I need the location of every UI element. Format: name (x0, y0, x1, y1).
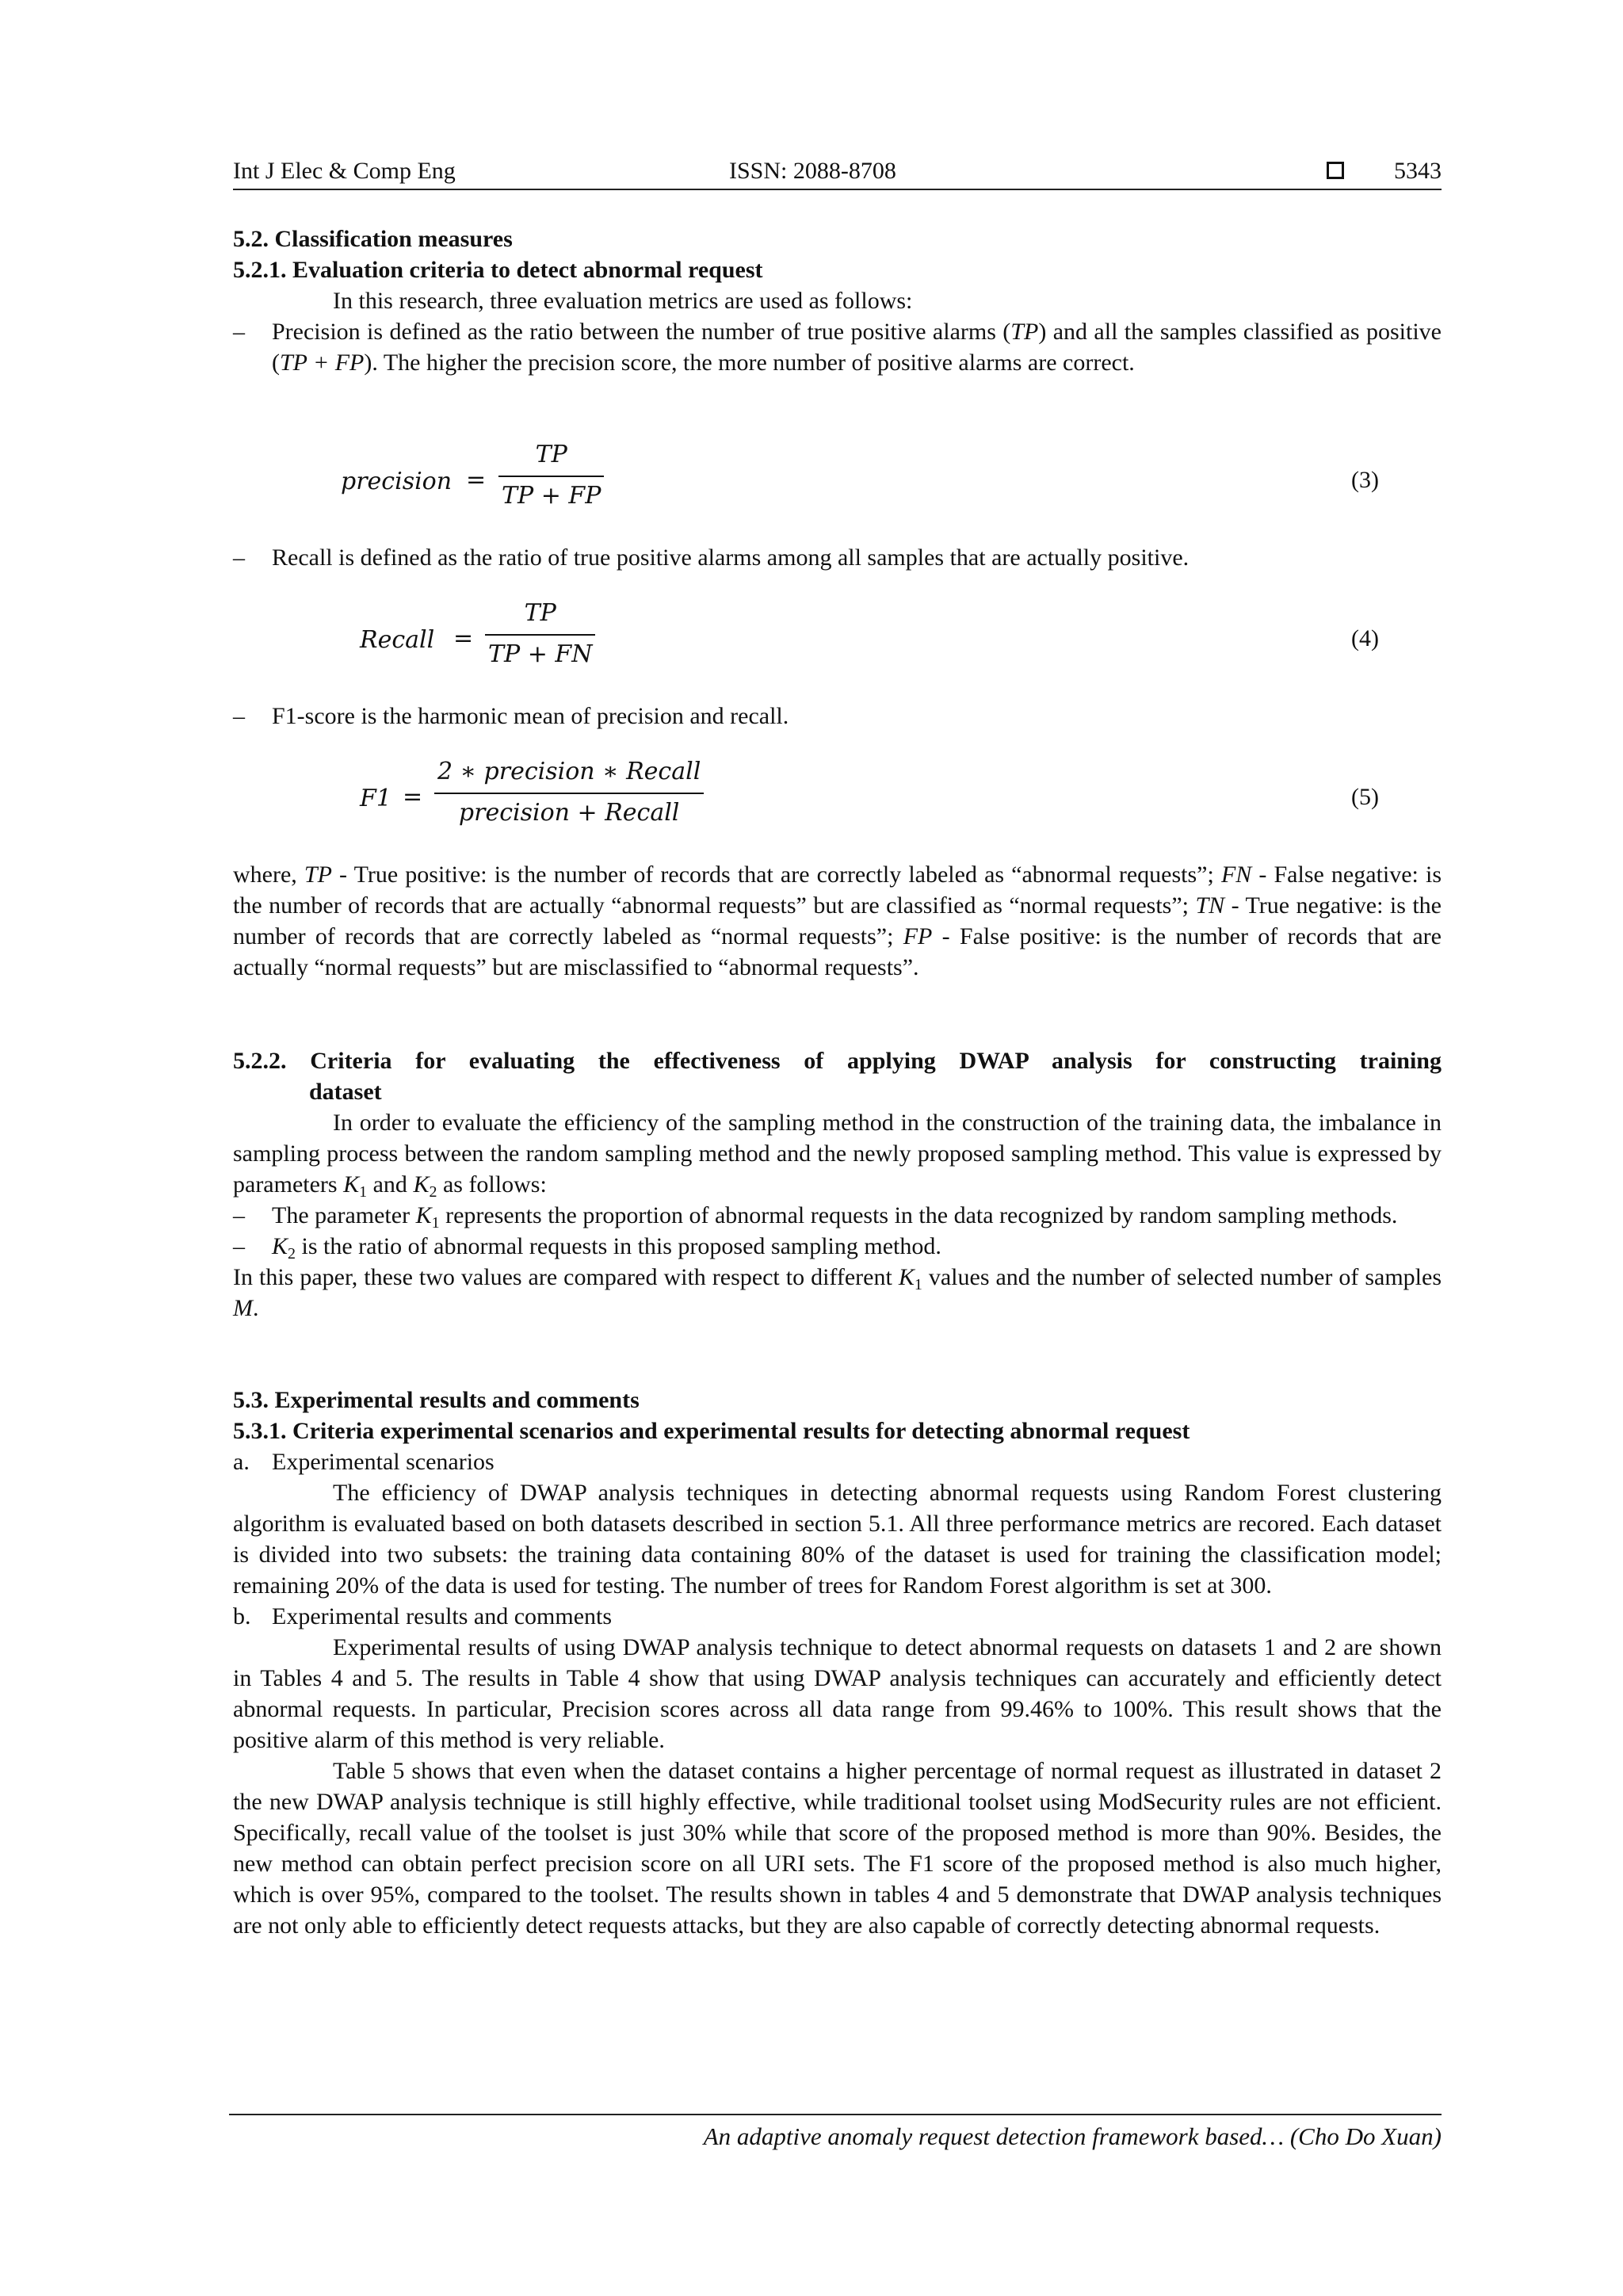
fraction: 2 ∗ precision ∗ Recall precision + Recall (434, 758, 704, 827)
section-5-2-block (233, 223, 1442, 378)
paragraph: The efficiency of DWAP analysis techniques in detecting abnormal requests using Random Forest clustering algorithm is evaluated based on both datasets described in section 5.1. All three performance metrics are recored. Each dataset is divided into two subsets: the training data containing 80% of the dataset is used for training the classification model; remaining 20% of the data is used for testing. The number of trees for Random Forest algorithm is set at 300. (233, 1480, 1442, 1599)
section-heading: 5.2. Classification measures (233, 226, 513, 252)
list-item-a: a. Experimental scenarios (233, 1449, 495, 1475)
paragraph: In this paper, these two values are compared with respect to different $K_1$ values and the number of selected number of samples M. (233, 1264, 1442, 1321)
header-rule (233, 189, 1442, 190)
section-5-2-2-block (233, 1045, 1442, 1324)
paragraph: Table 5 shows that even when the dataset contains a higher percentage of normal request as illustrated in dataset 2 the new DWAP analysis technique is still highly effective, while traditional toolset using ModSecurity rules are not efficient. Specifically, recall value of the toolset is just 30% while that score of the proposed method is more than 90%. Besides, the new method can obtain perfect precision score on all URI sets. The F1 score of the proposed method is also much higher, which is over 95%, compared to the toolset. The results shown in tables 4 and 5 demonstrate that DWAP analysis techniques are not only able to efficiently detect requests attacks, but they are also capable of correctly detecting abnormal requests. (233, 1758, 1442, 1939)
subsection-heading: 5.2.2. Criteria for evaluating the effectiveness of applying DWAP analysis for constructing training (233, 1048, 1442, 1074)
equation-3: precision = $\frac{TP}{TP + FP}$ (3) (341, 441, 1379, 510)
subsection-heading: 5.2.1. Evaluation criteria to detect abnormal request (233, 257, 763, 283)
paragraph: In order to evaluate the efficiency of the sampling method in the construction of the training data, the imbalance in sampling process between the random sampling method and the newly proposed sampling method. This value is expressed by parameters $K_1$ and $K_2$ as follows: (233, 1110, 1442, 1201)
paragraph-where: where, TP - True positive: is the number of records that are correctly labeled as “abnormal requests”; FN - False negative: is the number of records that are actually “abnormal requests” but are classified as “normal requests”; TN - True negative: is the number of records that are correctly labeled as “normal requests”; FP - False positive: is the number of records that are actually “normal requests” but are misclassified to “abnormal requests”. (233, 861, 1442, 980)
footer-rule (229, 2114, 1442, 2115)
header-journal: Int J Elec & Comp Eng (233, 158, 456, 184)
bullet-f1: – F1-score is the harmonic mean of precision and recall. (233, 703, 789, 729)
bullet-dash: – (233, 319, 245, 345)
header-square-icon (1327, 162, 1344, 179)
paragraph: Experimental results of using DWAP analysis technique to detect abnormal requests on datasets 1 and 2 are shown in Tables 4 and 5. The results in Table 4 show that using DWAP analysis techniques can accurately and efficiently detect abnormal requests. In particular, Precision scores across all data range from 99.46% to 100%. This result shows that the positive alarm of this method is very reliable. (233, 1634, 1442, 1753)
equation-number: (4) (1351, 625, 1379, 651)
bullet-k2: – $K_2$ is the ratio of abnormal requests in this proposed sampling method. (233, 1233, 941, 1263)
list-item-b: b. Experimental results and comments (233, 1603, 613, 1629)
footer-running-title: An adaptive anomaly request detection framework based… (Cho Do Xuan) (703, 2122, 1442, 2150)
equation-4: Recall = $\frac{TP}{TP + FN}$ (4) (360, 599, 1379, 668)
subsection-heading: 5.3.1. Criteria experimental scenarios and experimental results for detecting abnormal request (233, 1418, 1190, 1444)
bullet-recall: – Recall is defined as the ratio of true positive alarms among all samples that are actually positive. (233, 544, 1190, 571)
section-5-3-block (233, 1385, 1442, 1941)
fraction: $\frac{TP}{TP + FN}$ (485, 599, 595, 669)
header-page-number: 5343 (1394, 158, 1442, 184)
fraction: $\frac{TP}{TP + FP}$ (498, 441, 604, 510)
paragraph: In this research, three evaluation metrics are used as follows: (333, 288, 913, 314)
equation-5: F1 = 2 ∗ precision ∗ Recall precision + Recall (5) (360, 758, 1379, 827)
header-issn: ISSN: 2088-8708 (729, 158, 896, 184)
bullet-precision: – Precision is defined as the ratio between the number of true positive alarms (TP) and all the samples classified as positive (TP + FP). The higher the precision score, the more number of positive alarms are correct. (233, 316, 1442, 378)
equation-number: (3) (1351, 467, 1379, 493)
bullet-k1: – The parameter $K_1$ represents the proportion of abnormal requests in the data recognized by random sampling methods. (233, 1202, 1398, 1232)
section-heading: 5.3. Experimental results and comments (233, 1387, 640, 1413)
equation-number: (5) (1351, 784, 1379, 810)
subsection-heading-cont: dataset (309, 1079, 382, 1105)
